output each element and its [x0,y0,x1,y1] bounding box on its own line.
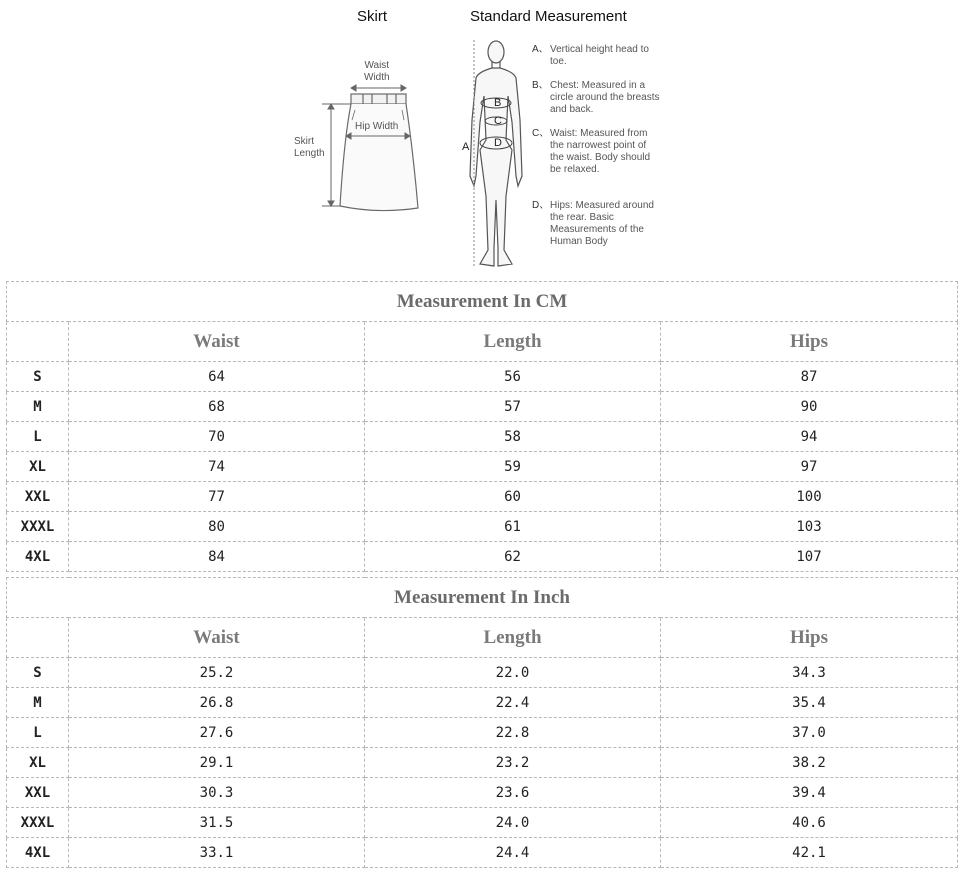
table-cell: 87 [661,362,958,392]
column-header: Length [365,618,661,658]
note-text: Chest: Measured in a circle around the breasts and back. [550,80,660,115]
table-row [7,838,958,868]
table-cell: 107 [661,542,958,572]
table-cell: 37.0 [661,718,958,748]
table-row [7,392,958,422]
table-cell: 74 [69,452,365,482]
body-letter-a: A [462,141,470,153]
waist-width-label: Waist Width [364,60,390,83]
size-table-cm [6,281,958,572]
column-header: Hips [661,322,958,362]
table-row [7,512,958,542]
note-b [532,80,662,116]
table-title-row [7,282,958,322]
table-cell: 27.6 [69,718,365,748]
size-label: XL [7,452,69,482]
table-cell: 42.1 [661,838,958,868]
table-cell: 25.2 [69,658,365,688]
table-cell: 23.2 [365,748,661,778]
table-cell: 34.3 [661,658,958,688]
note-letter: A、 [532,44,549,55]
note-letter: B、 [532,80,549,91]
table-header-row [7,618,958,658]
table-cell: 80 [69,512,365,542]
size-label: XXXL [7,512,69,542]
table-header-row [7,322,958,362]
table-cell: 57 [365,392,661,422]
table-cell: 68 [69,392,365,422]
body-letter-d: D [494,137,502,149]
table-cell: 70 [69,422,365,452]
note-text: Vertical height head to toe. [550,44,649,67]
note-letter: C、 [532,128,550,139]
note-d [532,200,662,248]
table-row [7,542,958,572]
note-text: Hips: Measured around the rear. Basic Measurements of the Human Body [550,200,654,247]
table-row [7,452,958,482]
body-letter-c: C [494,115,502,127]
waist-width-arrow [351,85,406,91]
hip-width-label: Hip Width [355,121,399,132]
table-row [7,422,958,452]
table-row [7,658,958,688]
table-cell: 64 [69,362,365,392]
table-title: Measurement In CM [7,282,958,322]
body-letter-b: B [494,97,502,109]
note-text: Waist: Measured from the narrowest point of the waist. Body should be relaxed. [550,128,651,175]
table-cell: 39.4 [661,778,958,808]
skirt-title: Skirt [357,8,387,25]
size-label: XXXL [7,808,69,838]
table-cell: 38.2 [661,748,958,778]
size-label: 4XL [7,542,69,572]
table-cell: 33.1 [69,838,365,868]
table-cell: 61 [365,512,661,542]
size-label: L [7,718,69,748]
measurement-diagram [0,0,962,278]
table-cell: 22.8 [365,718,661,748]
size-table-inch [6,577,958,868]
column-header: Waist [69,322,365,362]
table-cell: 23.6 [365,778,661,808]
table-cell: 31.5 [69,808,365,838]
table-cell: 22.0 [365,658,661,688]
table-cell: 94 [661,422,958,452]
table-cell: 84 [69,542,365,572]
table-cell: 100 [661,482,958,512]
table-cell: 35.4 [661,688,958,718]
table-title-row [7,578,958,618]
table-row [7,778,958,808]
column-header: Waist [69,618,365,658]
table-cell: 40.6 [661,808,958,838]
column-header: Hips [661,618,958,658]
table-cell: 24.0 [365,808,661,838]
table-cell: 56 [365,362,661,392]
size-label: M [7,688,69,718]
table-row [7,688,958,718]
note-c [532,128,662,176]
table-cell: 90 [661,392,958,422]
size-label: M [7,392,69,422]
table-cell: 77 [69,482,365,512]
table-cell: 103 [661,512,958,542]
table-row [7,748,958,778]
table-cell: 97 [661,452,958,482]
size-label: S [7,362,69,392]
size-label: 4XL [7,838,69,868]
size-label: XL [7,748,69,778]
table-row [7,808,958,838]
table-row [7,482,958,512]
header-blank [7,322,69,362]
header-blank [7,618,69,658]
table-row [7,362,958,392]
size-label: XXL [7,482,69,512]
size-label: S [7,658,69,688]
skirt-length-label: Skirt Length [294,136,325,159]
column-header: Length [365,322,661,362]
standard-measurement-title: Standard Measurement [470,8,627,25]
table-cell: 30.3 [69,778,365,808]
table-cell: 24.4 [365,838,661,868]
table-cell: 60 [365,482,661,512]
table-row [7,718,958,748]
table-cell: 22.4 [365,688,661,718]
table-cell: 58 [365,422,661,452]
size-label: XXL [7,778,69,808]
note-letter: D、 [532,200,550,211]
skirt-illustration [340,94,418,211]
table-cell: 26.8 [69,688,365,718]
body-figure [470,41,522,266]
table-cell: 59 [365,452,661,482]
table-cell: 62 [365,542,661,572]
table-cell: 29.1 [69,748,365,778]
table-title: Measurement In Inch [7,578,958,618]
note-a [532,44,662,68]
size-label: L [7,422,69,452]
diagram-drawing [0,0,962,278]
